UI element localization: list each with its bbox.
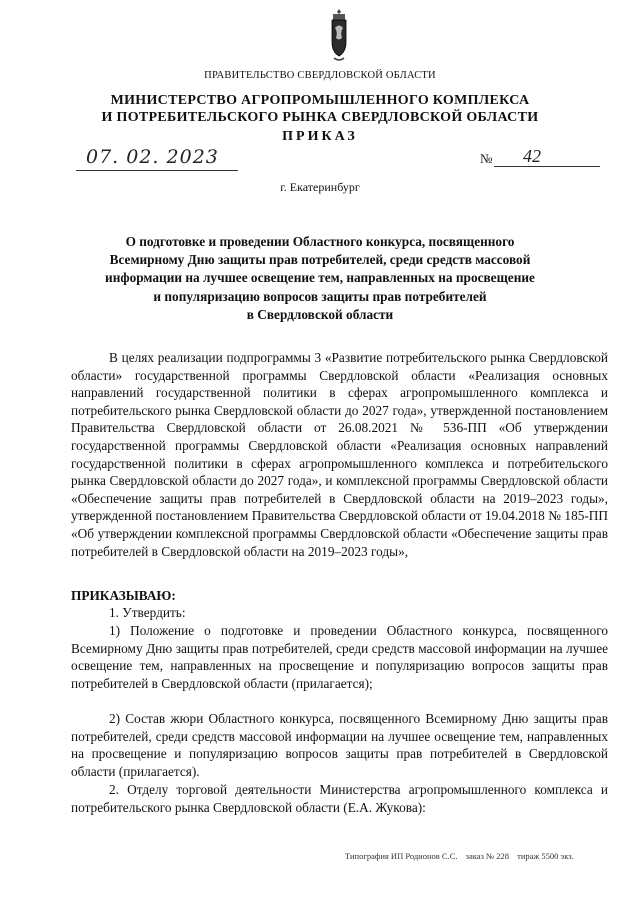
footer-printer: Типография ИП Родионов С.С. xyxy=(345,851,458,861)
order-date: 07. 02. 2023 xyxy=(86,146,219,168)
title-line-4: и популяризацию вопросов защиты прав потребителей xyxy=(153,288,487,304)
document-title xyxy=(80,233,560,324)
date-underline xyxy=(76,170,238,171)
number-label: № xyxy=(480,151,493,166)
order-number: 42 xyxy=(523,146,541,166)
title-line-1: О подготовке и проведении Областного конкурса, посвященного xyxy=(125,234,515,249)
item-1: 1. Утвердить: xyxy=(109,605,186,620)
title-line-3: информации на лучшее освещение тем, направленных на просвещение xyxy=(105,270,535,286)
item-1-2: 2) Состав жюри Областного конкурса, посвященного Всемирному Дню защиты прав потребителей, среди средств массовой информации на лучшее освещение тем, направленных на просвещение и популяризацию вопросов защиты прав потребителей в Свердловской области (прилагается). xyxy=(71,711,608,779)
footer-order: заказ № 228 xyxy=(465,851,510,861)
coat-of-arms-icon xyxy=(328,8,350,66)
item-1-1: 1) Положение о подготовке и проведении Областного конкурса, посвященного Всемирному Дню защиты прав потребителей, среди средств массовой информации на лучшее освещение тем, направленных на просвещение и популяризацию вопросов защиты прав потребителей в Свердловской области (прилагается); xyxy=(71,623,608,691)
order-word: ПРИКАЗЫВАЮ: xyxy=(71,588,176,603)
print-footer xyxy=(345,851,580,861)
title-line-2: Всемирному Дню защиты прав потребителей, среди средств массовой xyxy=(109,252,531,268)
ministry-line-1: МИНИСТЕРСТВО АГРОПРОМЫШЛЕННОГО КОМПЛЕКСА xyxy=(110,93,530,108)
ministry-name xyxy=(0,92,640,126)
item-2: 2. Отделу торговой деятельности Министерства агропромышленного комплекса и потребительского рынка Свердловской области (Е.А. Жукова): xyxy=(71,782,608,815)
title-line-5: в Свердловской области xyxy=(246,306,394,322)
ministry-line-2: И ПОТРЕБИТЕЛЬСКОГО РЫНКА СВЕРДЛОВСКОЙ ОБЛАСТИ xyxy=(101,110,539,125)
city: г. Екатеринбург xyxy=(280,180,360,194)
number-underline xyxy=(494,166,600,167)
document-type: ПРИКАЗ xyxy=(282,129,358,144)
preamble-paragraph: В целях реализации подпрограммы 3 «Развитие потребительского рынка Свердловской области» государственной программы Свердловской области «Реализация основных направлений государственной политики в сферах агропромышленного комплекса и потребительского рынка Свердловской области до 2027 года», утвержденной постановлением Правительства Свердловской области от 26.08.2021 № 536-ПП «Об утверждении государственной программы Свердловской области «Реализация основных направлений государственной политики в сферах агропромышленного комплекса и потребительского рынка Свердловской области до 2027 года», и комплексной программы Свердловской области «Обеспечение защиты прав потребителей в Свердловской области на 2019–2023 годы», утвержденной постановлением Правительства Свердловской области от 19.04.2018 № 185-ПП «Об утверждении комплексной программы Свердловской области «Обеспечение защиты прав потребителей в Свердловской области на 2019–2023 годы», xyxy=(71,350,608,559)
footer-run: тираж 5500 экз. xyxy=(517,851,574,861)
government-name: ПРАВИТЕЛЬСТВО СВЕРДЛОВСКОЙ ОБЛАСТИ xyxy=(204,70,436,81)
